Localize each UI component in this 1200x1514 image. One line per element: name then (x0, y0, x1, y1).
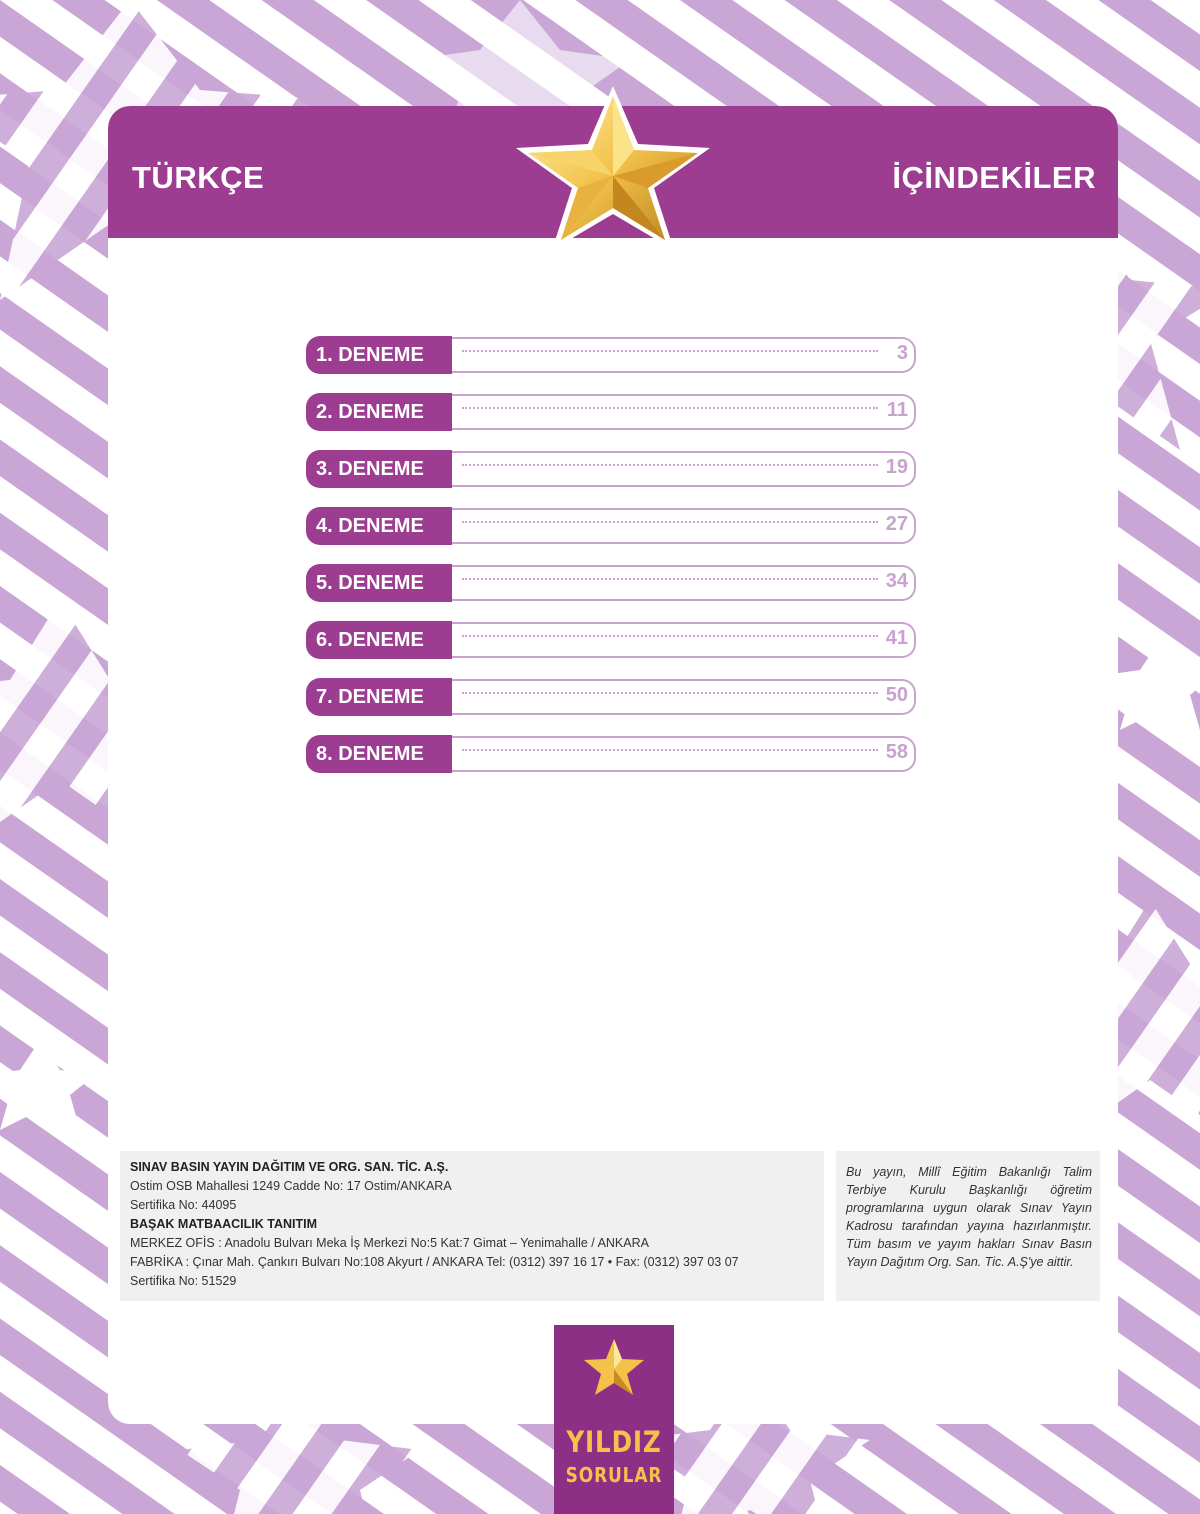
toc-item-leader (462, 749, 878, 751)
publisher-cert: Sertifika No: 44095 (130, 1198, 237, 1212)
logo-word-1: YILDIZ (566, 1425, 662, 1459)
publisher-name: SINAV BASIN YAYIN DAĞITIM VE ORG. SAN. TİC. A.Ş. (130, 1160, 449, 1174)
logo-word-2: SORULAR (565, 1463, 663, 1487)
toc-item-leader (462, 521, 878, 523)
toc-item-label: 2. DENEME (306, 393, 452, 431)
toc-item-leader (462, 578, 878, 580)
publisher-address: Ostim OSB Mahallesi 1249 Cadde No: 17 Ostim/ANKARA (130, 1179, 452, 1193)
copyright-note: Bu yayın, Millî Eğitim Bakanlığı Talim Terbiye Kurulu Başkanlığı öğretim programlarına uygun olarak Sınav Yayın Kadrosu tarafından yayına hazırlanmıştır. Tüm basım ve yayım hakları Sınav Basın Yayın Dağıtım Org. San. Tic. A.Ş'ye aittir. (836, 1151, 1100, 1301)
printer-office: MERKEZ OFİS : Anadolu Bulvarı Meka İş Merkezi No:5 Kat:7 Gimat – Yenimahalle / ANKARA (130, 1236, 649, 1250)
toc-item-frame (426, 622, 916, 658)
toc-item-label: 3. DENEME (306, 450, 452, 488)
printer-name: BAŞAK MATBAACILIK TANITIM (130, 1217, 318, 1231)
section-title: İÇİNDEKİLER (892, 160, 1096, 195)
toc-item-leader (462, 464, 878, 466)
toc-item-frame (426, 679, 916, 715)
toc-item-page: 27 (885, 513, 908, 535)
toc-item-page: 50 (885, 684, 908, 706)
printer-factory: FABRİKA : Çınar Mah. Çankırı Bulvarı No:108 Akyurt / ANKARA Tel: (0312) 397 16 17 • Fax: (0312) 397 03 07 (130, 1255, 739, 1269)
toc-item-leader (462, 692, 878, 694)
toc-item-label: 4. DENEME (306, 507, 452, 545)
toc-item[interactable] (306, 735, 918, 773)
yildiz-sorular-logo (554, 1325, 674, 1514)
subject-title: TÜRKÇE (132, 160, 265, 195)
table-of-contents (306, 336, 918, 792)
toc-item[interactable] (306, 336, 918, 374)
toc-item-frame (426, 337, 916, 373)
toc-item[interactable] (306, 507, 918, 545)
toc-item-frame (426, 451, 916, 487)
toc-item-label: 1. DENEME (306, 336, 452, 374)
toc-item-label: 7. DENEME (306, 678, 452, 716)
toc-item-page: 34 (885, 570, 908, 592)
toc-item-label: 5. DENEME (306, 564, 452, 602)
toc-item-label: 8. DENEME (306, 735, 452, 773)
toc-item-frame (426, 394, 916, 430)
toc-item-leader (462, 350, 878, 352)
toc-item-page: 11 (886, 399, 908, 421)
toc-item-page: 3 (896, 342, 908, 364)
toc-item-leader (462, 635, 878, 637)
toc-item[interactable] (306, 564, 918, 602)
toc-item[interactable] (306, 678, 918, 716)
toc-item[interactable] (306, 450, 918, 488)
toc-item-frame (426, 508, 916, 544)
toc-item[interactable] (306, 393, 918, 431)
toc-item-frame (426, 736, 916, 772)
printer-cert: Sertifika No: 51529 (130, 1274, 237, 1288)
toc-item-page: 58 (885, 741, 908, 763)
toc-item-page: 41 (885, 627, 908, 649)
toc-item-leader (462, 407, 878, 409)
publisher-info (120, 1151, 824, 1301)
toc-item-frame (426, 565, 916, 601)
logo-star-icon (582, 1337, 646, 1397)
toc-item-page: 19 (885, 456, 908, 478)
toc-item[interactable] (306, 621, 918, 659)
gold-star-icon (510, 84, 716, 252)
toc-item-label: 6. DENEME (306, 621, 452, 659)
